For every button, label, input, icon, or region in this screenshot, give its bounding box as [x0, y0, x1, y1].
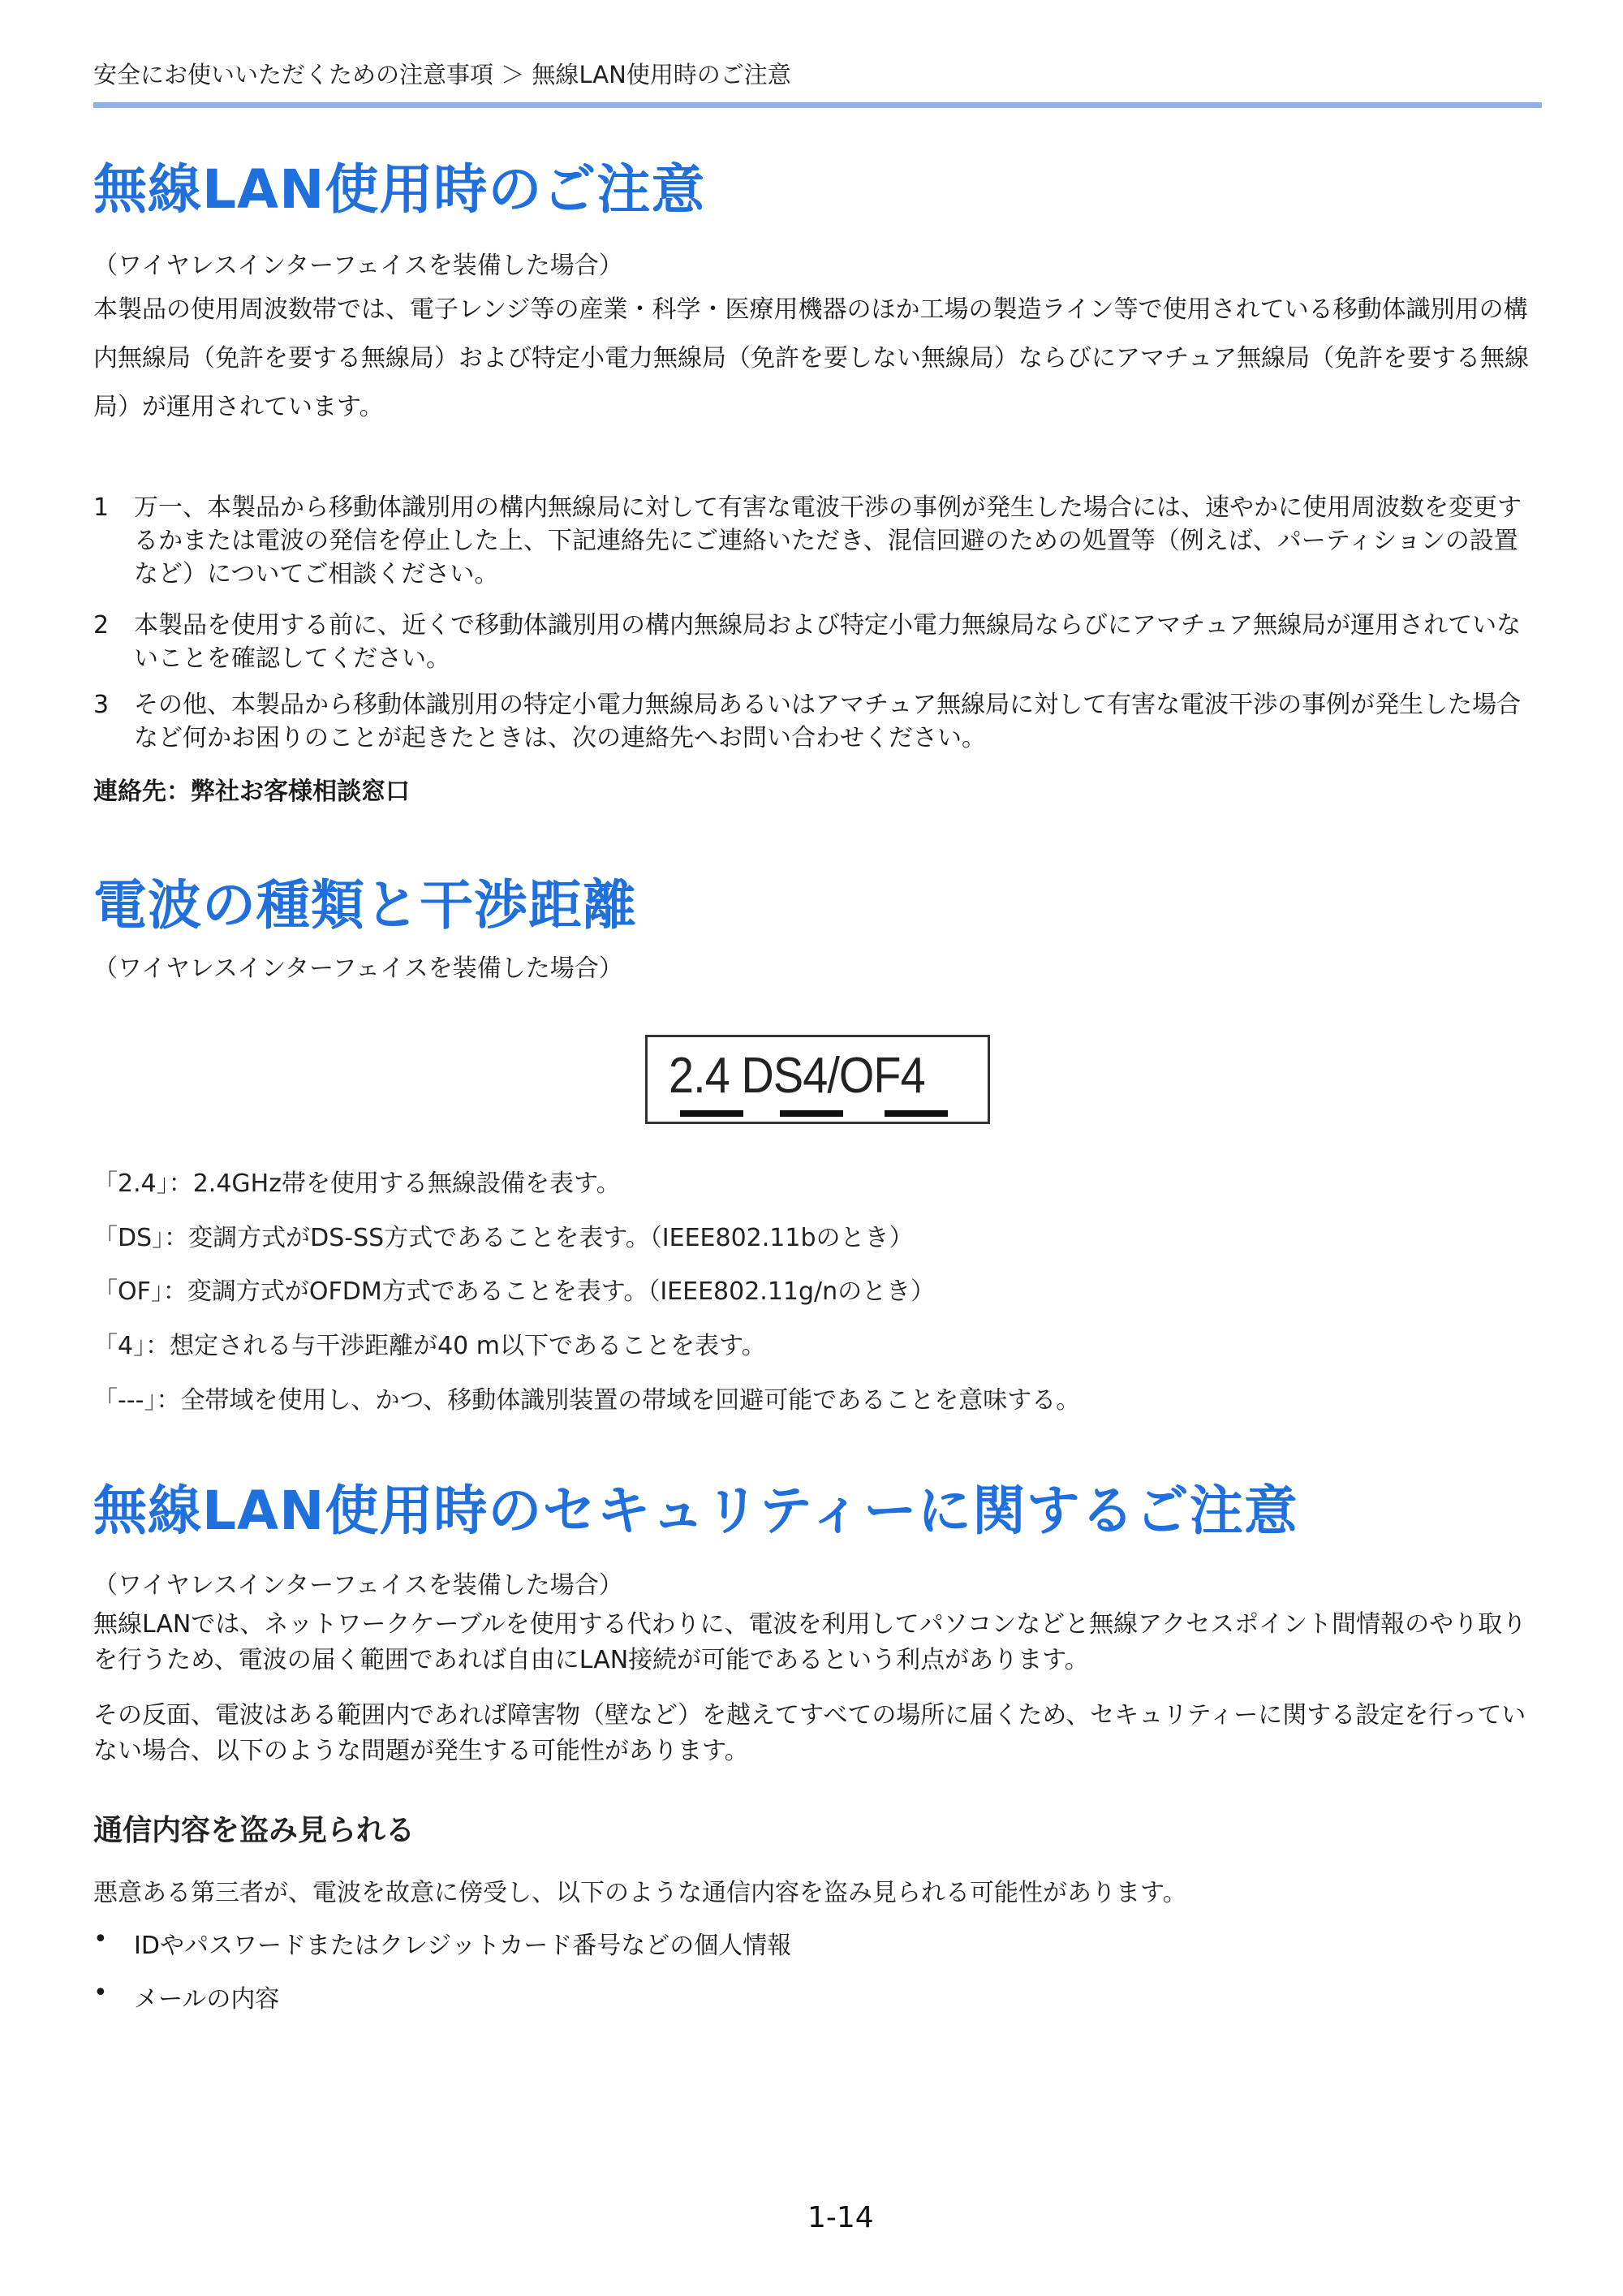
section-title-wireless-lan: 無線LAN使用時のご注意	[93, 158, 706, 221]
list-item-text: 本製品を使用する前に、近くで移動体識別用の構内無線局および特定小電力無線局ならびにアマチュア無線局が運用されていないことを確認してください。	[134, 611, 1522, 673]
underline-mark	[885, 1110, 948, 1117]
list-item	[93, 491, 1542, 597]
section-title-radio-types: 電波の種類と干渉距離	[93, 874, 637, 937]
list-item-number: 2	[93, 611, 110, 640]
list-item	[93, 688, 1542, 761]
breadcrumb: 安全にお使いいただくための注意事項 ＞ 無線LAN使用時のご注意	[93, 61, 791, 88]
document-page	[93, 0, 1542, 2296]
section-subtitle: （ワイヤレスインターフェイスを装備した場合）	[93, 252, 623, 280]
underline-mark	[780, 1110, 843, 1117]
list-item-number: 1	[93, 493, 110, 522]
header-rule	[93, 102, 1542, 108]
list-item-text: その他、本製品から移動体識別用の特定小電力無線局あるいはアマチュア無線局に対して有害な電波干渉の事例が発生した場合など何かお困りのことが起きたときは、次の連絡先へお問い合わせください。	[134, 691, 1522, 752]
bullet-dot: •	[93, 1979, 108, 2007]
list-item-text: 万一、本製品から移動体識別用の構内無線局に対して有害な電波干渉の事例が発生した場合には、速やかに使用周波数を変更するかまたは電波の発信を停止した上、下記連絡先にご連絡いただき、混信回避のための処置等（例えば、パーティションの設置など）についてご相談ください。	[134, 493, 1522, 588]
contact-line: 連絡先：弊社お客様相談窓口	[93, 778, 410, 806]
section-subtitle: （ワイヤレスインターフェイスを装備した場合）	[93, 1571, 623, 1600]
subsection-intro: 悪意ある第三者が、電波を故意に傍受し、以下のような通信内容を盗み見られる可能性があります。	[93, 1879, 1187, 1907]
section-subtitle: （ワイヤレスインターフェイスを装備した場合）	[93, 954, 623, 983]
list-item	[93, 609, 1542, 682]
bullet-dot: •	[93, 1925, 108, 1954]
list-item-number: 3	[93, 691, 110, 719]
bullet-text: メールの内容	[134, 1985, 280, 2014]
subsection-heading: 通信内容を盗み見られる	[93, 1814, 415, 1847]
intro-paragraph: 本製品の使用周波数帯では、電子レンジ等の産業・科学・医療用機器のほか工場の製造ライン等で使用されている移動体識別用の構内無線局（免許を要する無線局）および特定小電力無線局（免許を要しない無線局）ならびにアマチュア無線局（免許を要する無線局）が運用されています。	[93, 295, 1530, 421]
underline-mark	[680, 1110, 743, 1117]
code-definition: 「4」：想定される与干渉距離が40 m以下であることを表す。	[93, 1332, 766, 1360]
security-paragraph: その反面、電波はある範囲内であれば障害物（壁など）を越えてすべての場所に届くため、セキュリティーに関する設定を行っていない場合、以下のような問題が発生する可能性があります。	[93, 1701, 1526, 1765]
radio-label-badge	[645, 1035, 990, 1124]
code-definition: 「---」：全帯域を使用し、かつ、移動体識別装置の帯域を回避可能であることを意味する。	[93, 1386, 1081, 1415]
section-title-security: 無線LAN使用時のセキュリティーに関するご注意	[93, 1480, 1298, 1542]
bullet-text: IDやパスワードまたはクレジットカード番号などの個人情報	[134, 1932, 792, 1960]
code-definition: 「2.4」：2.4GHz帯を使用する無線設備を表す。	[93, 1170, 621, 1198]
code-definition: 「DS」：変調方式がDS-SS方式であることを表す。（IEEE802.11bのとき）	[93, 1224, 914, 1252]
page-number: 1-14	[807, 2201, 874, 2234]
security-paragraph: 無線LANでは、ネットワークケーブルを使用する代わりに、電波を利用してパソコンなどと無線アクセスポイント間情報のやり取りを行うため、電波の届く範囲であれば自由にLAN接続が可能であるという利点があります。	[93, 1610, 1527, 1674]
code-definition: 「OF」：変調方式がOFDM方式であることを表す。（IEEE802.11g/nのとき）	[93, 1277, 936, 1306]
radio-label-text: 2.4 DS4/OF4	[669, 1048, 925, 1104]
